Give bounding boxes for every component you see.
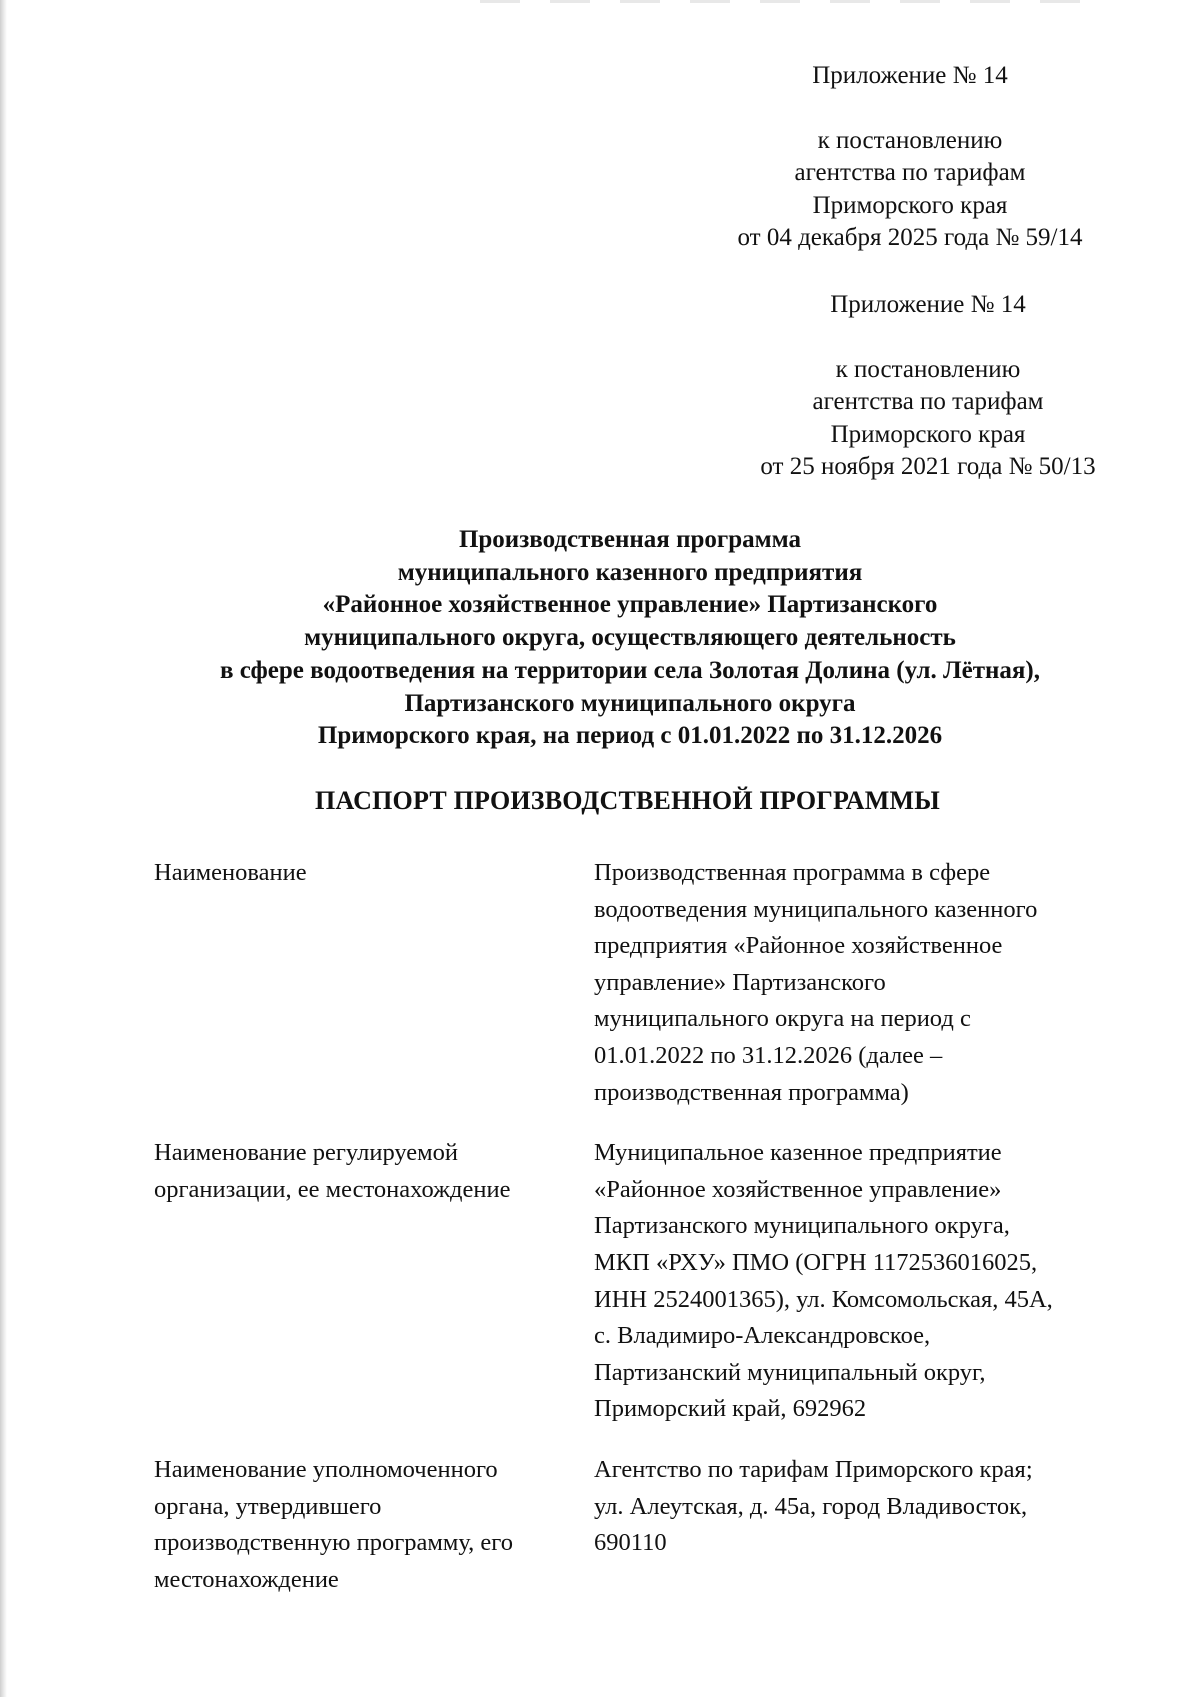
passport-value-line: «Районное хозяйственное управление» — [594, 1175, 1002, 1203]
passport-value-line: 690110 — [594, 1529, 667, 1557]
passport-value-line: МКП «РХУ» ПМО (ОГРН 1172536016025, — [594, 1248, 1038, 1276]
passport-value — [594, 1452, 1114, 1598]
appendix-line: Приморского края — [812, 191, 1008, 219]
appendix-line: от 25 ноября 2021 года № 50/13 — [760, 453, 1096, 481]
appendix-title: Приложение № 14 — [812, 62, 1008, 89]
passport-value-line: Муниципальное казенное предприятие — [594, 1139, 1002, 1167]
passport-label-line: организации, ее местонахождение — [154, 1175, 511, 1203]
appendix-current — [700, 60, 1120, 255]
passport-value-line: 01.01.2022 по 31.12.2026 (далее – — [594, 1041, 943, 1069]
passport-value-line: ул. Алеутская, д. 45а, город Владивосток, — [594, 1492, 1028, 1520]
passport-value-line: предприятия «Районное хозяйственное — [594, 932, 1003, 960]
appendix-line: от 04 декабря 2025 года № 59/14 — [737, 224, 1083, 252]
passport-label-line: местонахождение — [154, 1565, 339, 1593]
passport-value-line: ИНН 2524001365), ул. Комсомольская, 45А, — [594, 1285, 1053, 1313]
passport-label — [154, 1452, 594, 1598]
passport-label — [154, 1135, 594, 1428]
passport-value-line: производственная программа) — [594, 1078, 909, 1106]
scan-edge — [0, 0, 7, 1697]
appendix-original — [718, 289, 1138, 484]
program-title-line: муниципального округа, осуществляющего деятельность — [304, 624, 956, 652]
passport-value-line: Агентство по тарифам Приморского края; — [594, 1455, 1033, 1483]
passport-value-line: Партизанский муниципальный округ, — [594, 1358, 986, 1386]
appendix-line: агентства по тарифам — [794, 159, 1026, 187]
passport-heading: ПАСПОРТ ПРОИЗВОДСТВЕННОЙ ПРОГРАММЫ — [315, 786, 940, 815]
appendix-line: к постановлению — [817, 126, 1003, 154]
passport-value-line: Производственная программа в сфере — [594, 859, 991, 886]
passport-row-name — [154, 855, 1114, 1111]
passport-label-line: органа, утвердившего — [154, 1492, 382, 1520]
passport-label-line: производственную программу, его — [154, 1529, 513, 1557]
appendix-title: Приложение № 14 — [830, 291, 1026, 318]
passport-row-authority — [154, 1452, 1114, 1598]
program-title-line: муниципального казенного предприятия — [397, 558, 863, 586]
scan-artifact — [480, 0, 1100, 3]
passport-value — [594, 855, 1114, 1111]
passport-value-line: с. Владимиро-Александровское, — [594, 1322, 931, 1350]
passport-value — [594, 1135, 1114, 1428]
passport-label — [154, 855, 594, 1111]
passport-table — [154, 855, 1114, 1622]
appendix-line: Приморского края — [830, 420, 1026, 448]
passport-value-line: управление» Партизанского — [594, 968, 886, 996]
passport-label-line: Наименование регулируемой — [154, 1139, 459, 1167]
passport-row-organization — [154, 1135, 1114, 1428]
appendix-line: к постановлению — [835, 355, 1021, 383]
program-title-line: «Районное хозяйственное управление» Партизанского — [322, 591, 938, 619]
program-title-line: Производственная программа — [458, 526, 802, 553]
passport-value-line: Партизанского муниципального округа, — [594, 1212, 1010, 1240]
passport-value-line: Приморский край, 692962 — [594, 1395, 867, 1423]
program-title-line: Приморского края, на период с 01.01.2022 по 31.12.2026 — [317, 722, 943, 750]
passport-label-line: Наименование — [154, 859, 307, 886]
passport-label-line: Наименование уполномоченного — [154, 1455, 498, 1483]
program-title — [130, 524, 1130, 753]
appendix-line: агентства по тарифам — [812, 388, 1044, 416]
passport-value-line: водоотведения муниципального казенного — [594, 895, 1038, 923]
program-title-line: Партизанского муниципального округа — [404, 689, 856, 717]
passport-value-line: муниципального округа на период с — [594, 1005, 971, 1033]
program-title-line: в сфере водоотведения на территории села Золотая Долина (ул. Лётная), — [219, 656, 1040, 684]
